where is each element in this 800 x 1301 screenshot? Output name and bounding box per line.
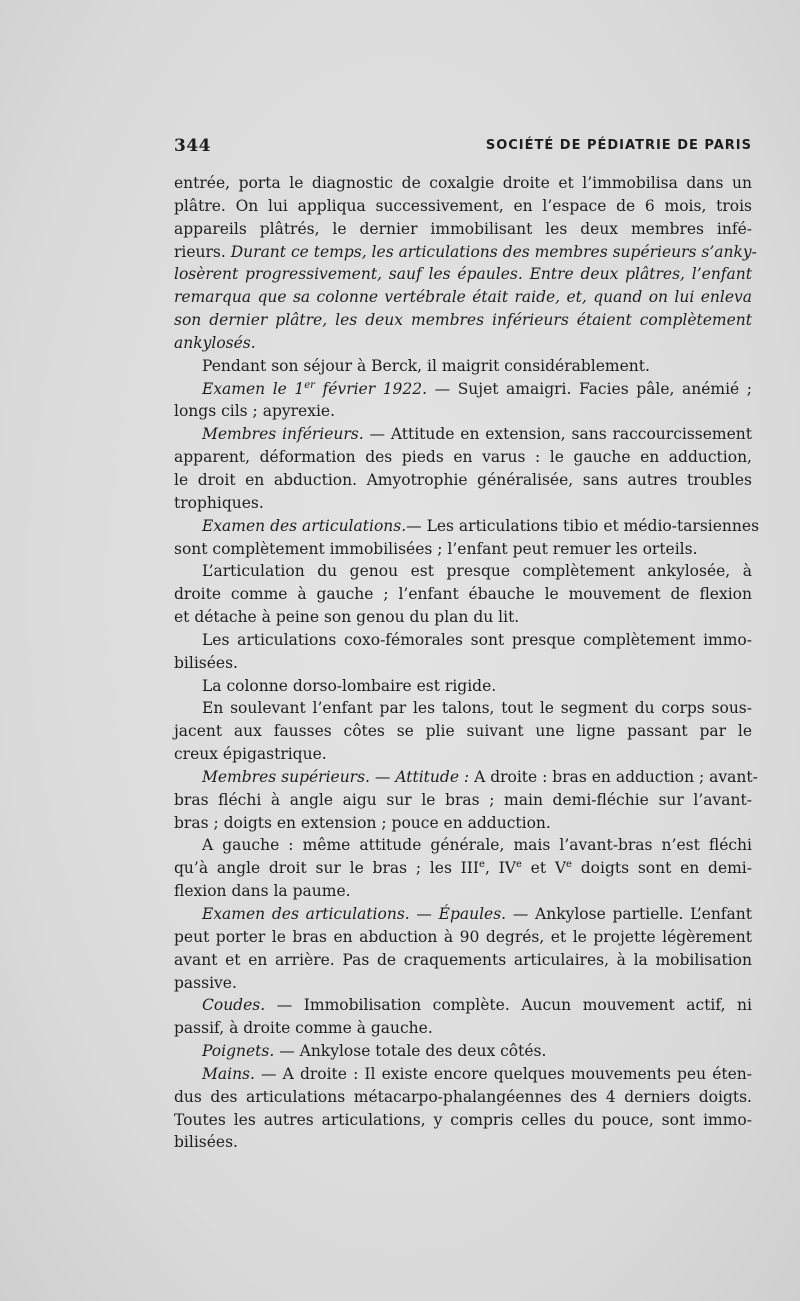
text-line: [174, 629, 752, 652]
text-segment: appareils plâtrés, le dernier immobilisant les deux membres infé-: [174, 219, 752, 238]
text-segment: bras fléchi à angle aigu sur le bras ; main demi-fléchie sur l’avant-: [174, 790, 752, 809]
text-segment: ankylosés.: [174, 333, 256, 352]
text-line: [174, 994, 752, 1017]
text-segment: Membres supérieurs.: [202, 767, 370, 786]
text-segment: bilisées.: [174, 653, 238, 672]
text-line: [174, 172, 752, 195]
text-segment: En soulevant l’enfant par les talons, tout le segment du corps sous-: [202, 699, 752, 718]
text-line: [174, 1063, 752, 1086]
text-line: [174, 355, 752, 378]
text-line: [174, 423, 752, 446]
text-segment: A gauche : même attitude générale, mais l’avant-bras n’est fléchi: [202, 836, 752, 855]
text-segment: plâtre. On lui appliqua successivement, en l’espace de 6 mois, trois: [174, 196, 752, 215]
page-number: 344: [174, 136, 211, 156]
text-segment: Les articulations coxo-fémorales sont presque complètement immo-: [202, 630, 752, 649]
text-line: [174, 606, 752, 629]
text-segment: longs cils ; apyrexie.: [174, 402, 336, 421]
text-line: [174, 857, 752, 880]
text-line: [174, 1109, 752, 1132]
text-segment: L’articulation du genou est presque complètement ankylosée, à: [202, 562, 752, 581]
text-line: [174, 652, 752, 675]
text-segment: jacent aux fausses côtes se plie suivant une ligne passant par le: [174, 722, 752, 741]
text-segment: passif, à droite comme à gauche.: [174, 1019, 433, 1038]
text-segment: losèrent progressivement, sauf les épaules. Entre deux plâtres, l’enfant: [174, 265, 752, 284]
text-segment: droite comme à gauche ; l’enfant ébauche le mouvement de flexion: [174, 585, 752, 604]
text-segment: et V: [521, 859, 567, 878]
superscript: e: [479, 859, 485, 871]
text-segment: sont complètement immobilisées ; l’enfant peut remuer les orteils.: [174, 539, 698, 558]
text-segment: apparent, déformation des pieds en varus : le gauche en adduction,: [174, 448, 752, 467]
text-segment: et détache à peine son genou du plan du lit.: [174, 608, 520, 627]
text-segment: Examen des articulations.: [202, 516, 407, 535]
text-segment: Attitude :: [395, 767, 470, 786]
text-line: [174, 834, 752, 857]
text-segment: — Immobilisation complète. Aucun mouvement actif, ni: [265, 996, 752, 1015]
text-segment: , IV: [484, 859, 516, 878]
text-line: [174, 263, 752, 286]
superscript: e: [566, 859, 572, 871]
text-line: [174, 1086, 752, 1109]
text-line: [174, 720, 752, 743]
text-line: [174, 515, 760, 538]
text-segment: — Ankylose totale des deux côtés.: [274, 1042, 547, 1061]
text-segment: —: [409, 905, 439, 923]
text-line: [174, 903, 752, 926]
text-segment: Épaules.: [438, 905, 507, 923]
text-segment: — Les articulations tibio et médio-tarsiennes: [406, 516, 760, 535]
text-line: [174, 972, 752, 995]
text-segment: avant et en arrière. Pas de craquements articulaires, à la mobilisation: [174, 950, 752, 969]
text-line: [174, 1040, 752, 1063]
text-segment: bras ; doigts en extension ; pouce en adduction.: [174, 813, 551, 832]
text-segment: — A droite : Il existe encore quelques mouvements peu éten-: [254, 1064, 752, 1083]
text-line: [174, 1131, 752, 1154]
text-segment: remarqua que sa colonne vertébrale était raide, et, quand on lui enleva: [174, 288, 752, 307]
text-line: [174, 469, 752, 492]
text-segment: flexion dans la paume.: [174, 882, 351, 901]
text-line: [174, 766, 758, 789]
text-line: [174, 492, 752, 515]
text-segment: rieurs.: [174, 242, 231, 261]
text-line: [174, 583, 752, 606]
text-segment: son dernier plâtre, les deux membres inférieurs étaient complètement: [174, 311, 752, 330]
text-segment: — Ankylose partielle. L’enfant: [506, 905, 752, 923]
text-line: [174, 880, 752, 903]
text-segment: creux épigastrique.: [174, 745, 327, 764]
text-line: [174, 789, 752, 812]
text-segment: février 1922.: [314, 379, 428, 398]
body-text: [174, 172, 760, 1154]
text-segment: trophiques.: [174, 493, 264, 512]
text-segment: doigts sont en demi-: [571, 859, 753, 878]
text-line: [174, 218, 752, 241]
text-segment: Poignets.: [202, 1042, 275, 1061]
text-segment: le droit en abduction. Amyotrophie généralisée, sans autres troubles: [174, 470, 752, 489]
text-segment: —: [369, 767, 396, 786]
text-segment: Coudes.: [202, 996, 266, 1015]
text-segment: Durant ce temps, les articulations des membres supérieurs s’anky-: [230, 242, 757, 261]
text-segment: Mains.: [202, 1064, 255, 1083]
text-line: [174, 697, 752, 720]
text-line: [174, 446, 752, 469]
text-segment: — Attitude en extension, sans raccourcissement: [363, 425, 752, 444]
text-segment: entrée, porta le diagnostic de coxalgie droite et l’immobilisa dans un: [174, 174, 752, 192]
text-segment: — Sujet amaigri. Facies pâle, anémié ;: [427, 379, 753, 398]
text-segment: Toutes les autres articulations, y compris celles du pouce, sont immo-: [174, 1110, 752, 1129]
text-segment: Membres inférieurs.: [202, 425, 364, 444]
text-line: [174, 743, 752, 766]
page-header: [174, 136, 752, 158]
text-line: [174, 286, 752, 309]
text-segment: Pendant son séjour à Berck, il maigrit considérablement.: [202, 356, 650, 375]
text-line: [174, 926, 752, 949]
text-segment: Examen des articulations.: [202, 905, 410, 923]
text-line: [174, 400, 752, 423]
superscript: e: [515, 859, 522, 871]
text-line: [174, 241, 757, 264]
text-segment: dus des articulations métacarpo-phalangéennes des 4 derniers doigts.: [174, 1087, 752, 1106]
text-line: [174, 949, 752, 972]
superscript: er: [304, 379, 315, 391]
text-line: [174, 309, 752, 332]
text-segment: La colonne dorso-lombaire est rigide.: [202, 676, 497, 695]
running-head: SOCIÉTÉ DE PÉDIATRIE DE PARIS: [485, 138, 752, 153]
text-segment: qu’à angle droit sur le bras ; les III: [174, 859, 480, 878]
text-segment: Examen le 1: [202, 379, 305, 398]
text-segment: passive.: [174, 973, 237, 992]
text-line: [174, 560, 752, 583]
text-line: [174, 378, 752, 401]
text-line: [174, 812, 752, 835]
text-line: [174, 1017, 752, 1040]
text-segment: A droite : bras en adduction ; avant-: [469, 767, 758, 786]
text-segment: peut porter le bras en abduction à 90 degrés, et le projette légèrement: [174, 927, 752, 946]
text-segment: bilisées.: [174, 1133, 238, 1152]
text-line: [174, 332, 752, 355]
text-line: [174, 675, 752, 698]
text-line: [174, 538, 752, 561]
text-line: [174, 195, 752, 218]
